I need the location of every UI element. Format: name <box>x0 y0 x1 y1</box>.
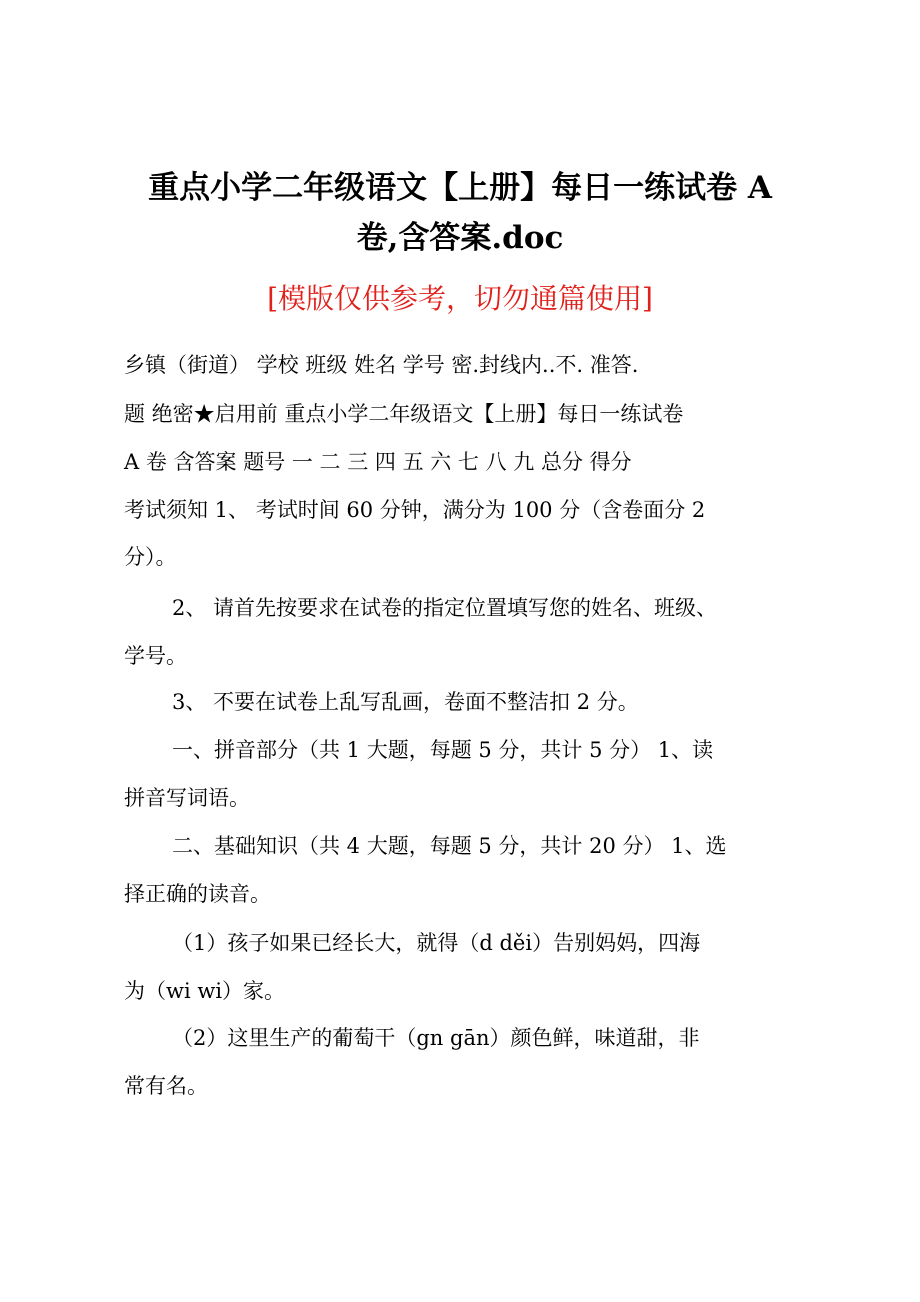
body-line-section-2: 二、基础知识（共 4 大题，每题 5 分，共计 20 分） 1、选 <box>172 834 727 858</box>
body-line-question-2-cont: 常有名。 <box>124 1074 208 1098</box>
body-line-score-table: A 卷 含答案 题号 一 二 三 四 五 六 七 八 九 总分 得分 <box>124 450 632 474</box>
body-line-exam-header: 乡镇（街道） 学校 班级 姓名 学号 密.封线内..不. 准答. <box>124 353 639 377</box>
body-line-question-1-cont: 为（wi wi）家。 <box>124 979 286 1003</box>
body-line-section-1-cont: 拼音写词语。 <box>124 786 250 810</box>
body-line-instructions-2-cont: 学号。 <box>124 644 187 668</box>
body-line-instructions-1: 考试须知 1、 考试时间 60 分钟，满分为 100 分（含卷面分 2 <box>124 498 706 522</box>
body-line-instructions-3: 3、 不要在试卷上乱写乱画，卷面不整洁扣 2 分。 <box>172 690 639 714</box>
body-line-question-1: （1）孩子如果已经长大，就得（d děi）告别妈妈，四海 <box>172 931 701 955</box>
body-line-section-1: 一、拼音部分（共 1 大题，每题 5 分，共计 5 分） 1、读 <box>172 738 714 762</box>
body-line-instructions-2: 2、 请首先按要求在试卷的指定位置填写您的姓名、班级、 <box>172 596 718 620</box>
body-line-instructions-1-cont: 分）。 <box>124 545 177 569</box>
template-notice: [模版仅供参考，切勿通篇使用] <box>267 282 653 315</box>
document-title-line-1: 重点小学二年级语文【上册】每日一练试卷 A <box>148 170 772 206</box>
document-title-line-2: 卷,含答案.doc <box>356 220 564 256</box>
body-line-question-2: （2）这里生产的葡萄干（gn gān）颜色鲜，味道甜，非 <box>172 1026 700 1050</box>
body-line-exam-title: 题 绝密★启用前 重点小学二年级语文【上册】每日一练试卷 <box>124 402 684 426</box>
body-line-section-2-cont: 择正确的读音。 <box>124 882 271 906</box>
